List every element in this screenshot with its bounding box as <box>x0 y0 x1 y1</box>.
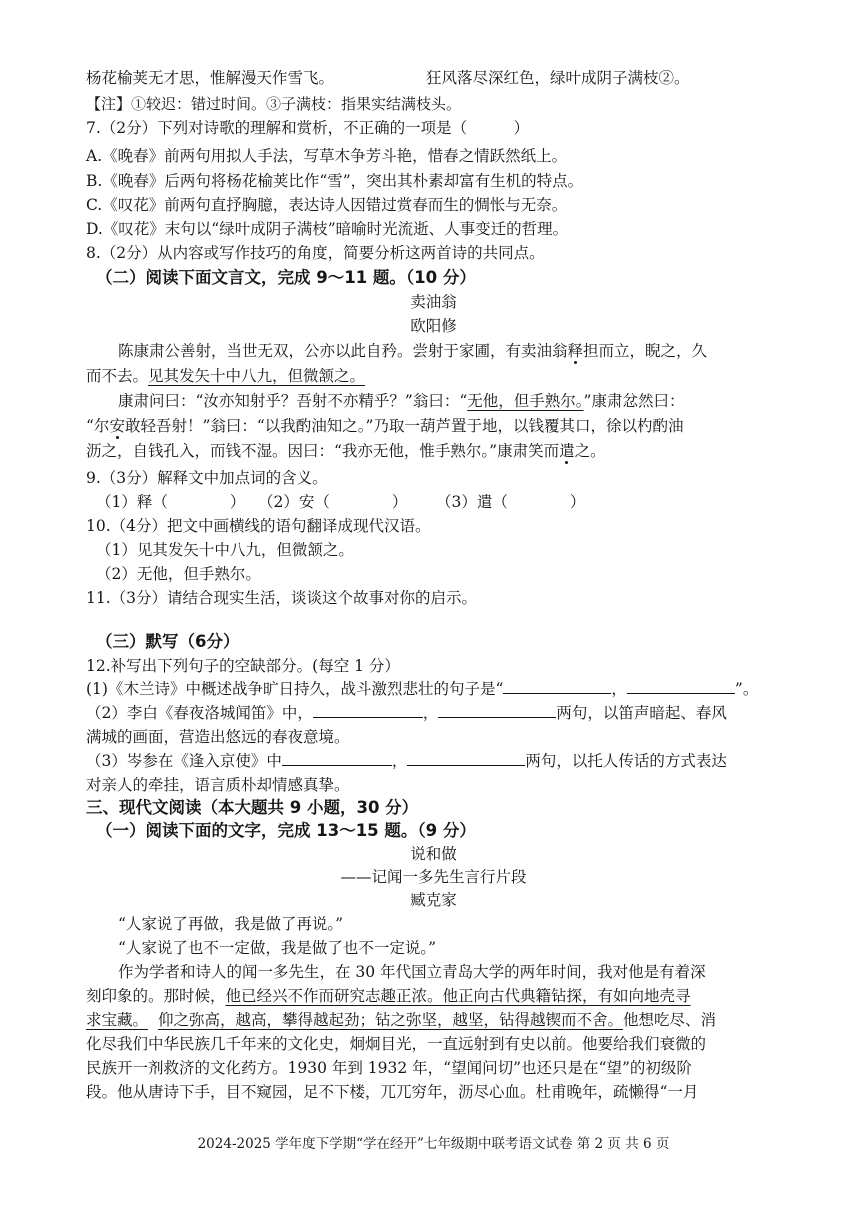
q10-stem: 10.（4分）把文中画横线的语句翻译成现代汉语。 <box>86 517 431 535</box>
underlined-modern-2: 求宝藏。 <box>86 1011 149 1029</box>
q12-stem: 12.补写出下列句子的空缺部分。(每空 1 分） <box>86 657 400 675</box>
classical-line-1: 陈康肃公善射，当世无双，公亦以此自矜。尝射于家圃，有卖油翁释担而立，睨之，久 <box>118 342 708 360</box>
dotted-word-qian: 遣 <box>559 442 575 460</box>
section-2-heading: （二）阅读下面文言文，完成 9～11 题。（10 分） <box>96 268 476 287</box>
underlined-modern-3: 仰之弥高，越高，攀得越起劲；钻之弥坚，越坚，钻得越锲而不舍。 <box>158 1011 624 1029</box>
blank-6[interactable] <box>407 750 525 766</box>
q12-item-2: （2）李白《春夜洛城闻笛》中， ， 两句，以笛声暗起、春风 <box>86 704 727 722</box>
section-3-heading: （三）默写（6分） <box>96 632 240 651</box>
classical-author: 欧阳修 <box>410 317 457 335</box>
quote-line-1: “人家说了再做，我是做了再说。” <box>118 915 344 933</box>
q10-item-2: （2）无他，但手熟尔。 <box>96 565 261 583</box>
poem-line-left: 杨花榆荚无才思，惟解漫天作雪飞。 <box>86 69 335 87</box>
modern-line-6: 段。他从唐诗下手，目不窥园，足不下楼，兀兀穷年，沥尽心血。杜甫晚年，疏懒得“一月 <box>86 1083 699 1101</box>
modern-line-2: 刻印象的。那时候，他已经兴不作而研究志趣正浓。他正向古代典籍钻探，有如向地壳寻 <box>86 987 691 1005</box>
underlined-sentence-1: 见其发矢十中八九，但微颔之。 <box>148 367 366 385</box>
q10-item-1: （1）见其发矢十中八九，但微颔之。 <box>96 541 354 559</box>
q9-item-3: （3）遣（ ） <box>436 493 586 511</box>
modern-title: 说和做 <box>410 845 457 863</box>
q7-stem: 7.（2分）下列对诗歌的理解和赏析，不正确的一项是（ ） <box>86 119 530 137</box>
underlined-modern-1: 他已经兴不作而研究志趣正浓。他正向古代典籍钻探，有如向地壳寻 <box>225 987 691 1005</box>
modern-author: 臧克家 <box>410 891 457 909</box>
blank-4[interactable] <box>438 702 556 718</box>
classical-title: 卖油翁 <box>410 293 457 311</box>
part-3-heading: 三、现代文阅读（本大题共 9 小题，30 分） <box>86 798 419 817</box>
q12-item-1: (1)《木兰诗》中概述战争旷日持久，战斗激烈悲壮的句子是“ ， ”。 <box>86 680 759 698</box>
q12-item-2-cont: 满城的画面，营造出悠远的春夜意境。 <box>86 728 350 746</box>
blank-2[interactable] <box>627 678 735 694</box>
q7-option-a: A.《晚春》前两句用拟人手法，写草木争芳斗艳，惜春之情跃然纸上。 <box>86 147 568 165</box>
blank-5[interactable] <box>282 750 392 766</box>
page-footer: 2024-2025 学年度下学期“学在经开”七年级期中联考语文试卷 第 2 页 共 6 页 <box>197 1136 670 1152</box>
q7-option-b: B.《晚春》后两句将杨花榆荚比作“雪”，突出其朴素却富有生机的特点。 <box>86 172 584 190</box>
underlined-sentence-2: 无他，但手熟尔。 <box>467 392 584 410</box>
blank-3[interactable] <box>313 702 423 718</box>
classical-line-5: 沥之，自钱孔入，而钱不湿。因曰：“我亦无他，惟手熟尔。”康肃笑而遣之。 <box>86 442 606 460</box>
classical-line-3: 康肃问曰：“汝亦知射乎？吾射不亦精乎？”翁曰：“无他，但手熟尔。”康肃忿然曰： <box>118 392 685 410</box>
modern-line-3: 求宝藏。 仰之弥高，越高，攀得越起劲；钻之弥坚，越坚，钻得越锲而不舍。他想吃尽、消 <box>86 1011 717 1029</box>
quote-line-2: “人家说了也不一定做，我是做了也不一定说。” <box>118 939 437 957</box>
part-3-sub-1: （一）阅读下面的文字，完成 13～15 题。（9 分） <box>96 821 476 840</box>
classical-line-4: “尔安敢轻吾射！”翁曰：“以我酌油知之。”乃取一葫芦置于地，以钱覆其口，徐以杓酌油 <box>86 417 684 435</box>
q7-option-c: C.《叹花》前两句直抒胸臆，表达诗人因错过赏春而生的惆怅与无奈。 <box>86 196 568 214</box>
blank-1[interactable] <box>503 678 611 694</box>
dotted-word-an: 安 <box>109 417 125 435</box>
q7-option-d: D.《叹花》末句以“绿叶成阴子满枝”暗喻时光流逝、人事变迁的哲理。 <box>86 220 569 238</box>
poem-note: 【注】①较迟：错过时间。③子满枝：指果实结满枝头。 <box>86 95 462 113</box>
q9-stem: 9.（3分）解释文中加点词的含义。 <box>86 469 328 487</box>
modern-line-4: 化尽我们中华民族几千年来的文化史，炯炯目光，一直远射到有史以前。他要给我们衰微的 <box>86 1035 707 1053</box>
modern-line-5: 民族开一剂救济的文化药方。1930 年到 1932 年，“望闻问切”也还只是在“望”的初级阶 <box>86 1059 692 1077</box>
q12-item-3-cont: 对亲人的牵挂，语言质朴却情感真挚。 <box>86 776 350 794</box>
modern-subtitle: ——记闻一多先生言行片段 <box>340 868 527 886</box>
q12-item-3: （3）岑参在《逢入京使》中 ， 两句，以托人传话的方式表达 <box>86 752 727 770</box>
dotted-word-shi: 释 <box>567 342 584 360</box>
poem-line-right: 狂风落尽深红色，绿叶成阴子满枝②。 <box>426 69 690 87</box>
q9-item-1: （1）释（ ） <box>96 493 246 511</box>
q11-stem: 11.（3分）请结合现实生活，谈谈这个故事对你的启示。 <box>86 589 478 607</box>
modern-line-1: 作为学者和诗人的闻一多先生，在 30 年代国立青岛大学的两年时间，我对他是有着深 <box>118 963 706 981</box>
q8-stem: 8.（2分）从内容或写作技巧的角度，简要分析这两首诗的共同点。 <box>86 244 545 262</box>
q9-item-2: （2）安（ ） <box>258 493 408 511</box>
classical-line-2: 而不去。见其发矢十中八九，但微颔之。 <box>86 367 366 385</box>
